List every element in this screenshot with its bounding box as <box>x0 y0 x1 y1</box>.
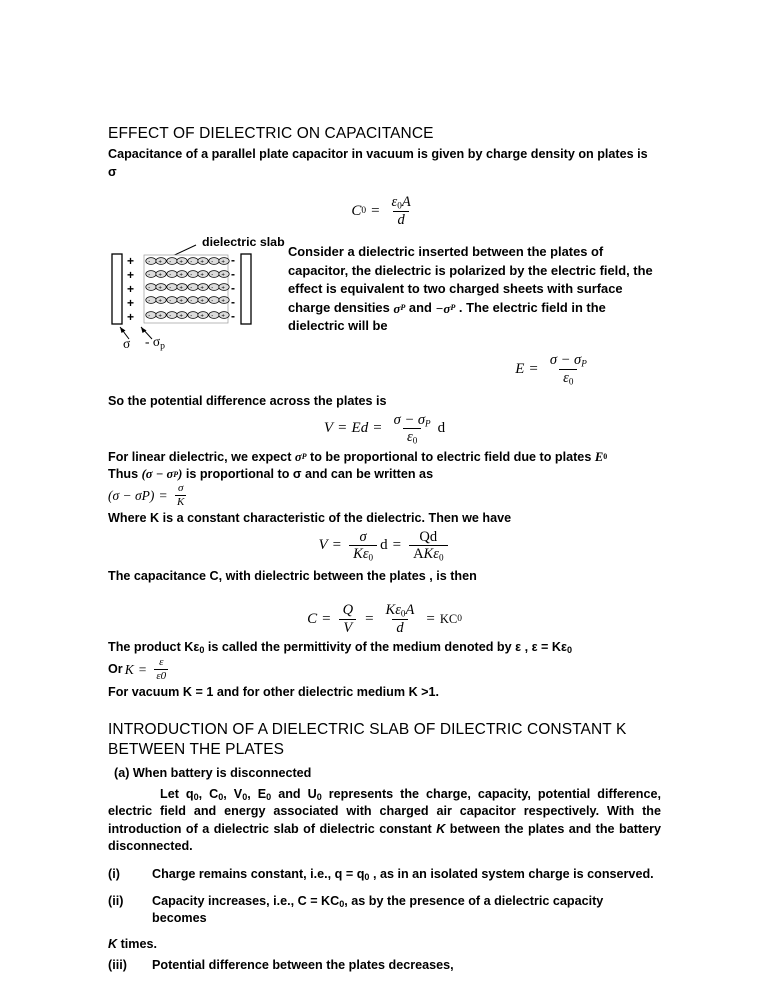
permittivity-bold-word: permittivity <box>283 640 352 654</box>
svg-text:+: + <box>200 285 204 292</box>
svg-text:-: - <box>169 313 172 320</box>
svg-text:-: - <box>148 298 151 305</box>
eq-c-num2-eps-sub: 0 <box>400 608 406 619</box>
eq-vk-den2-eps-sub: 0 <box>438 552 444 563</box>
sigma-p-inline-1: σ P <box>393 300 406 316</box>
eq-c-num2-eps: ε <box>395 602 401 618</box>
svg-text:+: + <box>221 298 225 305</box>
right-capacitor-plate <box>241 254 251 324</box>
permittivity-post-sub: 0 <box>566 644 573 655</box>
svg-text:-: - <box>211 313 214 320</box>
equation-v-ed <box>108 413 661 445</box>
eq-c-eq1: = <box>322 610 331 627</box>
eq-e-den-eps: ε <box>563 369 569 386</box>
eq-c0-num-sub: 0 <box>397 200 402 211</box>
eq-c-num1: Q <box>342 602 354 618</box>
eq-ved-ed: Ed <box>351 420 369 436</box>
svg-text:-: - <box>148 313 151 320</box>
svg-text:+: + <box>200 259 204 266</box>
eq-kratio-equals: = <box>138 662 147 678</box>
eq-ved-num-sigmap: σ <box>417 411 426 428</box>
eq-vk-num1: σ <box>359 528 367 545</box>
equation-v-k <box>108 530 661 562</box>
e0-inline: E 0 <box>594 449 608 464</box>
svg-text:-: - <box>169 285 172 292</box>
svg-text:+: + <box>127 268 135 283</box>
permittivity-pre: The product Kε <box>108 640 200 654</box>
eq-ved-eq1: = <box>338 420 347 436</box>
svg-text:-: - <box>231 267 235 282</box>
eq-c-den1: V <box>339 619 356 636</box>
eq-ved-fraction <box>390 413 435 445</box>
eq-c-den2: d <box>392 619 407 636</box>
sigma-p-inline-3: σ P <box>294 449 307 464</box>
right-plate-minus-signs <box>231 253 235 323</box>
section2-paragraph: Let q0, C0, V0, E0 and U0 represents the charge, capacity, potential difference, electric field and energy associated with charged air capacitor respectively. With the introduction of a dielectric slab of dielectric constant K between the plates and the battery disconnected. <box>108 787 661 854</box>
svg-text:+: + <box>179 272 183 279</box>
eq-c0-num-eps: ε <box>391 194 398 211</box>
eq-c-rhs: KC <box>439 611 458 626</box>
list-item-marker: (ii) <box>108 893 124 908</box>
capacitor-dielectric-diagram <box>108 235 293 353</box>
sigma-p-inline-2: −σ P <box>435 300 456 316</box>
eq-vk-den1-eps: ε <box>362 546 369 563</box>
eq-c0-fraction <box>388 195 415 227</box>
svg-text:-: - <box>148 259 151 266</box>
eq-kratio-den: ε0 <box>156 670 167 683</box>
list-item <box>108 893 661 928</box>
list-item-marker: (i) <box>108 866 120 881</box>
svg-text:+: + <box>158 298 162 305</box>
svg-text:-: - <box>231 309 235 324</box>
svg-text:-: - <box>190 272 193 279</box>
intro-line: Capacitance of a parallel plate capacitor in vacuum is given by charge density on plates is <box>108 147 648 162</box>
eq-sigmak-den: K <box>177 496 185 509</box>
svg-text:+: + <box>221 272 225 279</box>
svg-text:-: - <box>190 259 193 266</box>
eq-vk-eq1: = <box>332 537 342 554</box>
sigma-p-label <box>145 334 165 352</box>
list-item <box>108 957 661 974</box>
eq-e-num-sigmap: σ <box>574 352 582 369</box>
permittivity-pre-sub: 0 <box>199 644 205 655</box>
svg-text:+: + <box>200 298 204 305</box>
svg-text:-: - <box>190 313 193 320</box>
eq-ved-den-sub: 0 <box>412 435 418 446</box>
list-item-text: Potential difference between the plates decreases, <box>152 958 454 973</box>
capacitor-diagram-svg <box>108 235 293 353</box>
dielectric-slab-label: dielectric slab <box>202 235 285 250</box>
eq-c0-den: d <box>393 211 408 228</box>
svg-text:-: - <box>169 298 172 305</box>
eq-vk-eq2: = <box>392 537 402 554</box>
eq-ved-num-minus: − <box>404 411 415 428</box>
section2-heading-line1: INTRODUCTION OF A DIELECTRIC SLAB OF DILECTRIC CONSTANT K <box>108 720 627 738</box>
eq-e-fraction <box>546 353 591 385</box>
svg-text:+: + <box>179 285 183 292</box>
eq-ved-den-eps: ε <box>407 429 413 445</box>
svg-text:+: + <box>179 313 183 320</box>
eq-c-fraction-qv <box>339 603 357 635</box>
figure-and-text-block <box>108 235 661 353</box>
line-linear-dielectric: For linear dielectric, we expect σ P to be proportional to electric field due to plates E 0 <box>108 449 608 464</box>
left-capacitor-plate <box>112 254 122 324</box>
eq-vk-lhs: V <box>318 537 328 554</box>
eq-e-num-sigmap-sub: P <box>581 358 587 369</box>
svg-text:-: - <box>190 298 193 305</box>
eq-c-num2-a: A <box>405 602 415 618</box>
intro-symbol: σ <box>108 164 117 179</box>
equation-sigma-over-k <box>108 483 661 508</box>
eq-c-eq2: = <box>365 610 374 627</box>
list-item <box>108 866 661 883</box>
equation-e-field <box>108 353 765 385</box>
eq-kratio-num: ε <box>159 656 164 669</box>
eq-vk-den2-eps: ε <box>433 546 439 563</box>
line-permittivity <box>108 639 661 656</box>
eq-sigmak-equals: = <box>159 488 168 503</box>
eq-e-num-sigma: σ <box>549 352 557 369</box>
eq-kratio-lhs: K <box>124 662 134 678</box>
eq-vk-fraction-1 <box>349 530 377 562</box>
eq-c-lhs: C <box>307 610 318 627</box>
svg-text:-: - <box>148 285 151 292</box>
eq-vk-den2-a: A <box>413 546 424 563</box>
eq-vk-fraction-2 <box>409 530 447 562</box>
svg-text:+: + <box>179 259 183 266</box>
equation-c0: C 0 = $\frac{\varepsilon_0A}{d}$ <box>108 195 661 227</box>
svg-text:+: + <box>221 285 225 292</box>
svg-text:-: - <box>190 285 193 292</box>
list-item-text: Capacity increases, i.e., C = KC0, as by the presence of a dielectric capacity becomes <box>152 893 604 926</box>
svg-text:+: + <box>127 310 135 325</box>
svg-text:+: + <box>158 313 162 320</box>
eq-vk-num2: Qd <box>419 528 438 545</box>
page-title: EFFECT OF DIELECTRIC ON CAPACITANCE <box>108 125 434 142</box>
svg-text:+: + <box>179 298 183 305</box>
svg-text:-: - <box>148 272 151 279</box>
svg-text:+: + <box>158 285 162 292</box>
sigma-label: σ <box>123 336 131 352</box>
sigma-p-label-sub: p <box>160 340 166 352</box>
svg-text:+: + <box>158 259 162 266</box>
eq-vk-den1-k: K <box>353 546 363 563</box>
svg-text:-: - <box>211 298 214 305</box>
eq-c-eq3: = <box>426 610 435 627</box>
equation-capacitance: C = $\frac{Q}{V}$ = $\frac{K\varepsilon_0A}{d}$ = KC 0 <box>307 602 462 636</box>
eq-e-lhs: E <box>515 360 525 377</box>
eq-c-fraction-keps <box>382 603 419 635</box>
svg-text:+: + <box>158 272 162 279</box>
sigma-arrowhead <box>120 327 126 333</box>
svg-text:+: + <box>221 313 225 320</box>
svg-text:-: - <box>231 281 235 296</box>
eq-ved-num-sigmap-sub: P <box>425 417 431 428</box>
document-content <box>108 124 661 974</box>
eq-c-num2-k: K <box>385 602 396 618</box>
figure-paragraph: Consider a dielectric inserted between the plates of capacitor, the dielectric is polarized by the electric field, the effect is equivalent to two charged sheets with surface charge densities σ P and −σ P . The electric field in the dielectric will be <box>288 244 653 334</box>
svg-text:+: + <box>200 313 204 320</box>
svg-text:-: - <box>211 272 214 279</box>
eq-sigmak-lhs: (σ − σP) <box>108 488 155 503</box>
section2-subheading: (a) When battery is disconnected <box>114 765 312 780</box>
svg-text:-: - <box>169 259 172 266</box>
list-item-continuation: K times. <box>108 936 158 951</box>
eq-vk-d: d <box>380 537 388 554</box>
equation-k-ratio <box>108 657 661 682</box>
eq-vk-den1-eps-sub: 0 <box>368 552 374 563</box>
svg-text:-: - <box>169 272 172 279</box>
eq-kratio-fraction <box>154 657 168 682</box>
sigma-p-label-main: - σ <box>145 334 161 350</box>
eq-e-num-minus: − <box>560 352 571 369</box>
eq-e-equals: = <box>529 360 538 377</box>
eq-e-den-sub: 0 <box>568 375 574 386</box>
svg-text:-: - <box>231 295 235 310</box>
svg-text:-: - <box>231 253 235 268</box>
svg-text:+: + <box>127 254 135 269</box>
eq-c0-equals: = <box>371 202 380 219</box>
svg-text:+: + <box>221 259 225 266</box>
line-potential-difference: So the potential difference across the plates is <box>108 394 387 409</box>
eq-c0-num-var: A <box>401 194 411 211</box>
eq-ved-trail-d: d <box>437 420 446 436</box>
list-item-text: Charge remains constant, i.e., q = q0 , as in an isolated system charge is conserved. <box>152 866 654 882</box>
line-where-k: Where K is a constant characteristic of the dielectric. Then we have <box>108 511 512 526</box>
line-thus: Thus (σ − σ P ) is proportional to σ and can be written as <box>108 466 434 482</box>
permittivity-mid: is called the <box>204 640 284 654</box>
svg-text:-: - <box>211 259 214 266</box>
eq-vk-den2-k: K <box>423 546 434 563</box>
left-plate-plus-signs <box>127 254 134 324</box>
eq-c0-lhs: C <box>351 202 362 219</box>
svg-text:+: + <box>200 272 204 279</box>
list-item-marker: (iii) <box>108 958 127 973</box>
sigma-diff-inline: (σ − σ P ) <box>141 467 183 482</box>
eq-ved-eq2: = <box>373 420 382 436</box>
eq-sigmak-num: σ <box>178 482 184 495</box>
svg-text:+: + <box>127 296 135 311</box>
section2-heading-line2: BETWEEN THE PLATES <box>108 741 285 759</box>
line-vacuum-k: For vacuum K = 1 and for other dielectric medium K >1. <box>108 685 440 700</box>
eq-kratio-prefix: Or <box>108 662 123 677</box>
svg-text:+: + <box>127 282 135 297</box>
svg-text:-: - <box>211 285 214 292</box>
eq-ved-lhs: V <box>323 420 334 436</box>
eq-sigmak-fraction <box>175 483 186 508</box>
permittivity-post: of the medium denoted by ε , ε = Kε <box>351 640 567 654</box>
eq-ved-num-sigma: σ <box>393 411 401 428</box>
line-capacitance: The capacitance C, with dielectric between the plates , is then <box>108 568 477 583</box>
